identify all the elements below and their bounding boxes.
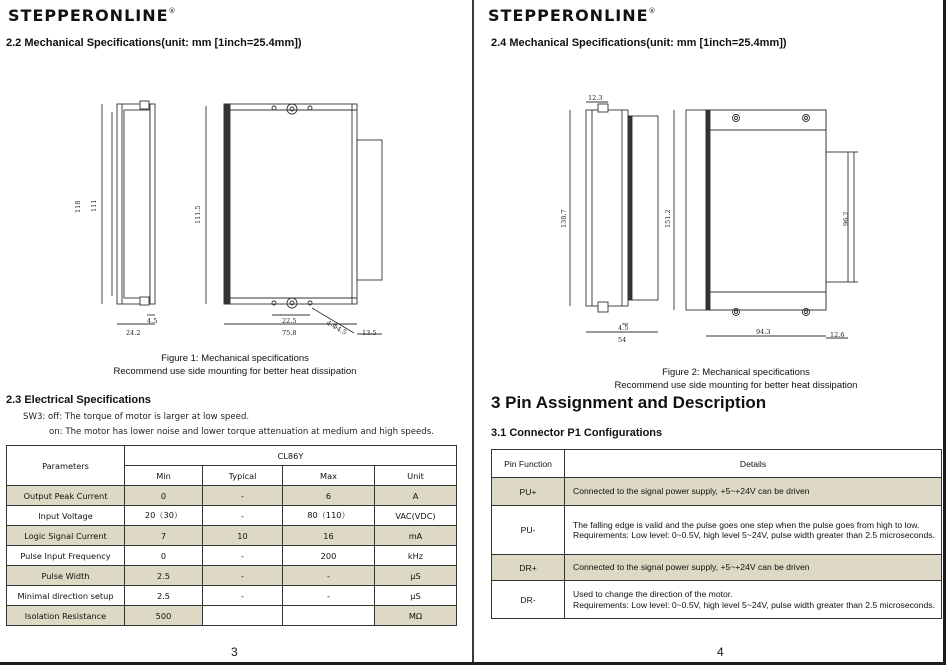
svg-text:4.5: 4.5	[147, 317, 158, 325]
sw3-note: SW3: off: The torque of motor is larger at low speed.	[23, 412, 250, 422]
svg-text:12.3: 12.3	[588, 94, 603, 102]
table-row: PU+ Connected to the signal power supply, +5~+24V can be driven	[492, 478, 942, 506]
page-number: 3	[231, 645, 238, 659]
table-row: PU- The falling edge is valid and the pulse goes one step when the pulse goes from high to low. Requirements: Low level: 0~0.5V, high level 5~24V, pulse width greater than 2.5 microseconds.	[492, 506, 942, 555]
page-divider	[472, 0, 474, 665]
table-row: Pulse Width 2.5 - - μS	[7, 566, 457, 586]
figure-caption: Figure 2: Mechanical specifications Recommend use side mounting for better heat dissipation	[614, 367, 858, 391]
svg-text:12.6: 12.6	[830, 331, 845, 339]
svg-text:94.3: 94.3	[756, 328, 771, 336]
svg-text:111.5: 111.5	[194, 205, 202, 224]
table-header: Typical	[203, 466, 283, 486]
table-row: Minimal direction setup 2.5 - - μS	[7, 586, 457, 606]
svg-text:4.5: 4.5	[618, 324, 629, 332]
svg-text:96.2: 96.2	[842, 211, 850, 226]
section-title-mech: 2.2 Mechanical Specifications(unit: mm [1inch=25.4mm])	[6, 37, 302, 49]
page-number: 4	[717, 645, 724, 659]
table-header: Pin Function	[492, 450, 565, 478]
table-row: Logic Signal Current 7 10 16 mA	[7, 526, 457, 546]
table-header: Min	[125, 466, 203, 486]
svg-text:22.5: 22.5	[282, 317, 297, 325]
section-title-pins: 3 Pin Assignment and Description	[491, 393, 767, 412]
table-row: DR- Used to change the direction of the motor. Requirements: Low level: 0~0.5V, high level 5~24V, pulse width greater than 2.5 microseconds.	[492, 581, 942, 619]
sw3-note-on: on: The motor has lower noise and lower torque attenuation at medium and high speeds.	[49, 427, 434, 437]
table-row: Input Voltage 20（30） - 80（110） VAC(VDC)	[7, 506, 457, 526]
mechanical-drawing-1	[74, 98, 394, 343]
table-row: Isolation Resistance 500 MΩ	[7, 606, 457, 626]
table-header: Unit	[375, 466, 457, 486]
svg-text:75.8: 75.8	[282, 329, 297, 337]
svg-text:24.2: 24.2	[126, 329, 141, 337]
figure-caption: Figure 1: Mechanical specifications Recommend use side mounting for better heat dissipation	[113, 353, 357, 377]
table-header: CL86Y	[125, 446, 457, 466]
table-row: Output Peak Current 0 - 6 A	[7, 486, 457, 506]
brand-logo: STEPPERONLINE®	[488, 6, 657, 25]
svg-text:138.7: 138.7	[560, 209, 568, 228]
section-title-connector: 3.1 Connector P1 Configurations	[491, 427, 663, 439]
mechanical-drawing-2	[556, 92, 866, 347]
table-row: DR+ Connected to the signal power supply, +5~+24V can be driven	[492, 555, 942, 581]
table-header: Parameters	[7, 446, 125, 486]
table-row: Pulse Input Frequency 0 - 200 kHz	[7, 546, 457, 566]
svg-text:4-Φ4.5: 4-Φ4.5	[325, 318, 349, 337]
electrical-spec-table	[6, 445, 457, 626]
section-title-mech: 2.4 Mechanical Specifications(unit: mm [1inch=25.4mm])	[491, 37, 787, 49]
table-header: Max	[283, 466, 375, 486]
svg-text:54: 54	[618, 336, 627, 344]
section-title-electrical: 2.3 Electrical Specifications	[6, 394, 151, 406]
svg-text:151.2: 151.2	[664, 209, 672, 228]
svg-text:13.5: 13.5	[362, 329, 377, 337]
brand-logo: STEPPERONLINE®	[8, 6, 177, 25]
svg-text:111: 111	[90, 199, 98, 212]
svg-text:118: 118	[74, 200, 82, 213]
table-header: Details	[565, 450, 942, 478]
pin-config-table	[491, 449, 942, 619]
page-3	[0, 0, 470, 665]
